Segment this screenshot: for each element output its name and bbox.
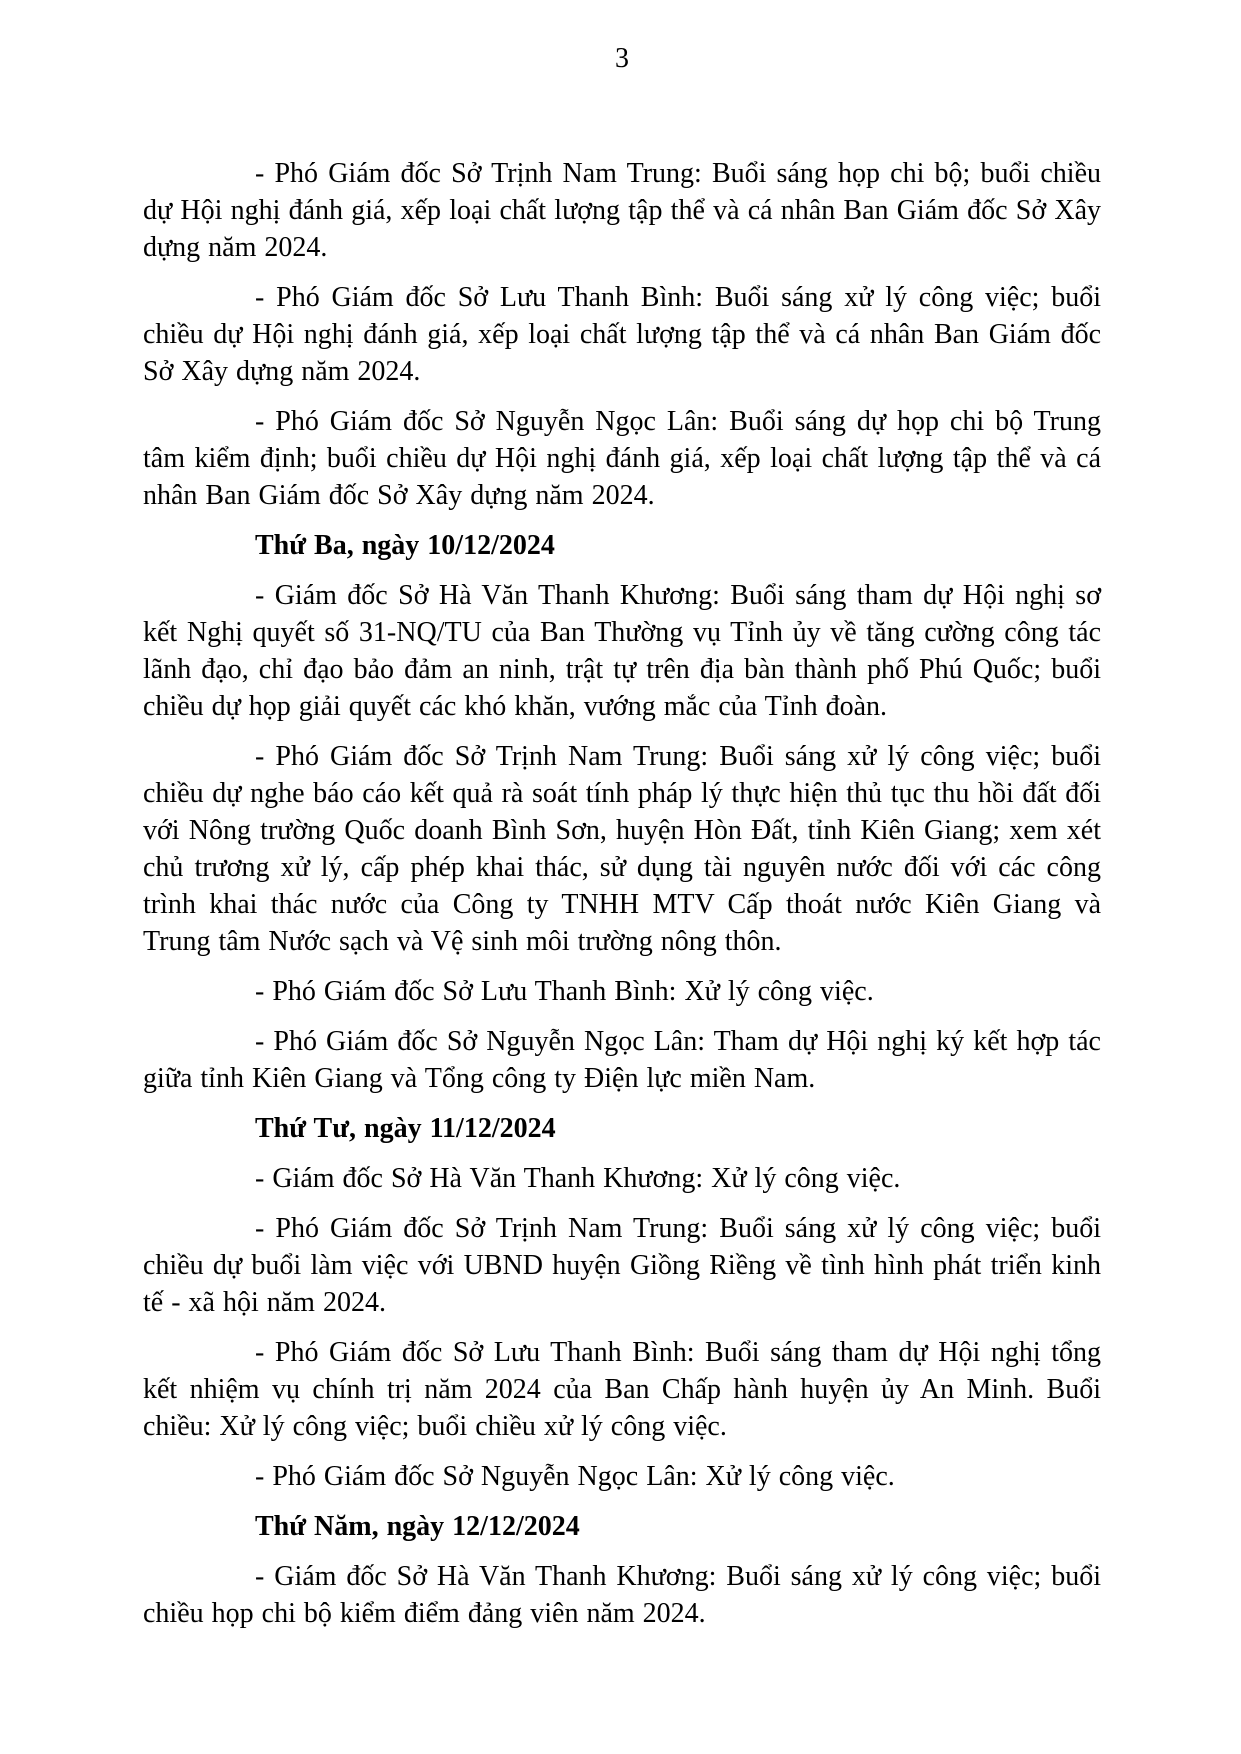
schedule-paragraph: - Phó Giám đốc Sở Lưu Thanh Bình: Buổi sáng xử lý công việc; buổi chiều dự Hội nghị đánh giá, xếp loại chất lượng tập thể và cá nhân Ban Giám đốc Sở Xây dựng năm 2024. bbox=[143, 282, 1101, 387]
schedule-paragraph: - Phó Giám đốc Sở Trịnh Nam Trung: Buổi sáng xử lý công việc; buổi chiều dự nghe báo cáo kết quả rà soát tính pháp lý thực hiện thủ tục thu hồi đất đối với Nông trường Quốc doanh Bình Sơn, huyện Hòn Đất, tỉnh Kiên Giang; xem xét chủ trương xử lý, cấp phép khai thác, sử dụng tài nguyên nước đối với các công trình khai thác nước của Công ty TNHH MTV Cấp thoát nước Kiên Giang và Trung tâm Nước sạch và Vệ sinh môi trường nông thôn. bbox=[143, 741, 1101, 957]
page-number: 3 bbox=[615, 43, 629, 74]
schedule-paragraph: - Phó Giám đốc Sở Trịnh Nam Trung: Buổi sáng xử lý công việc; buổi chiều dự buổi làm việc với UBND huyện Giồng Riềng về tình hình phát triển kinh tế - xã hội năm 2024. bbox=[143, 1213, 1101, 1318]
schedule-paragraph: - Phó Giám đốc Sở Nguyễn Ngọc Lân: Xử lý công việc. bbox=[255, 1461, 895, 1492]
schedule-paragraph: - Phó Giám đốc Sở Lưu Thanh Bình: Buổi sáng tham dự Hội nghị tổng kết nhiệm vụ chính trị năm 2024 của Ban Chấp hành huyện ủy An Minh. Buổi chiều: Xử lý công việc; buổi chiều xử lý công việc. bbox=[143, 1337, 1101, 1442]
day-heading: Thứ Năm, ngày 12/12/2024 bbox=[255, 1511, 580, 1542]
schedule-paragraph: - Giám đốc Sở Hà Văn Thanh Khương: Buổi sáng tham dự Hội nghị sơ kết Nghị quyết số 31-NQ/TU của Ban Thường vụ Tỉnh ủy về tăng cường công tác lãnh đạo, chỉ đạo bảo đảm an ninh, trật tự trên địa bàn thành phố Phú Quốc; buổi chiều dự họp giải quyết các khó khăn, vướng mắc của Tỉnh đoàn. bbox=[143, 580, 1101, 722]
schedule-paragraph: - Phó Giám đốc Sở Nguyễn Ngọc Lân: Buổi sáng dự họp chi bộ Trung tâm kiểm định; buổi chiều dự Hội nghị đánh giá, xếp loại chất lượng tập thể và cá nhân Ban Giám đốc Sở Xây dựng năm 2024. bbox=[143, 406, 1101, 511]
schedule-paragraph: - Phó Giám đốc Sở Lưu Thanh Bình: Xử lý công việc. bbox=[255, 976, 874, 1007]
schedule-paragraph: - Giám đốc Sở Hà Văn Thanh Khương: Buổi sáng xử lý công việc; buổi chiều họp chi bộ kiểm điểm đảng viên năm 2024. bbox=[143, 1561, 1101, 1629]
schedule-paragraph: - Phó Giám đốc Sở Trịnh Nam Trung: Buổi sáng họp chi bộ; buổi chiều dự Hội nghị đánh giá, xếp loại chất lượng tập thể và cá nhân Ban Giám đốc Sở Xây dựng năm 2024. bbox=[143, 158, 1101, 263]
document-body bbox=[143, 155, 1101, 1632]
day-heading: Thứ Tư, ngày 11/12/2024 bbox=[255, 1113, 556, 1144]
schedule-paragraph: - Giám đốc Sở Hà Văn Thanh Khương: Xử lý công việc. bbox=[255, 1163, 901, 1194]
day-heading: Thứ Ba, ngày 10/12/2024 bbox=[255, 530, 555, 561]
schedule-paragraph: - Phó Giám đốc Sở Nguyễn Ngọc Lân: Tham dự Hội nghị ký kết hợp tác giữa tỉnh Kiên Giang và Tổng công ty Điện lực miền Nam. bbox=[143, 1026, 1101, 1094]
